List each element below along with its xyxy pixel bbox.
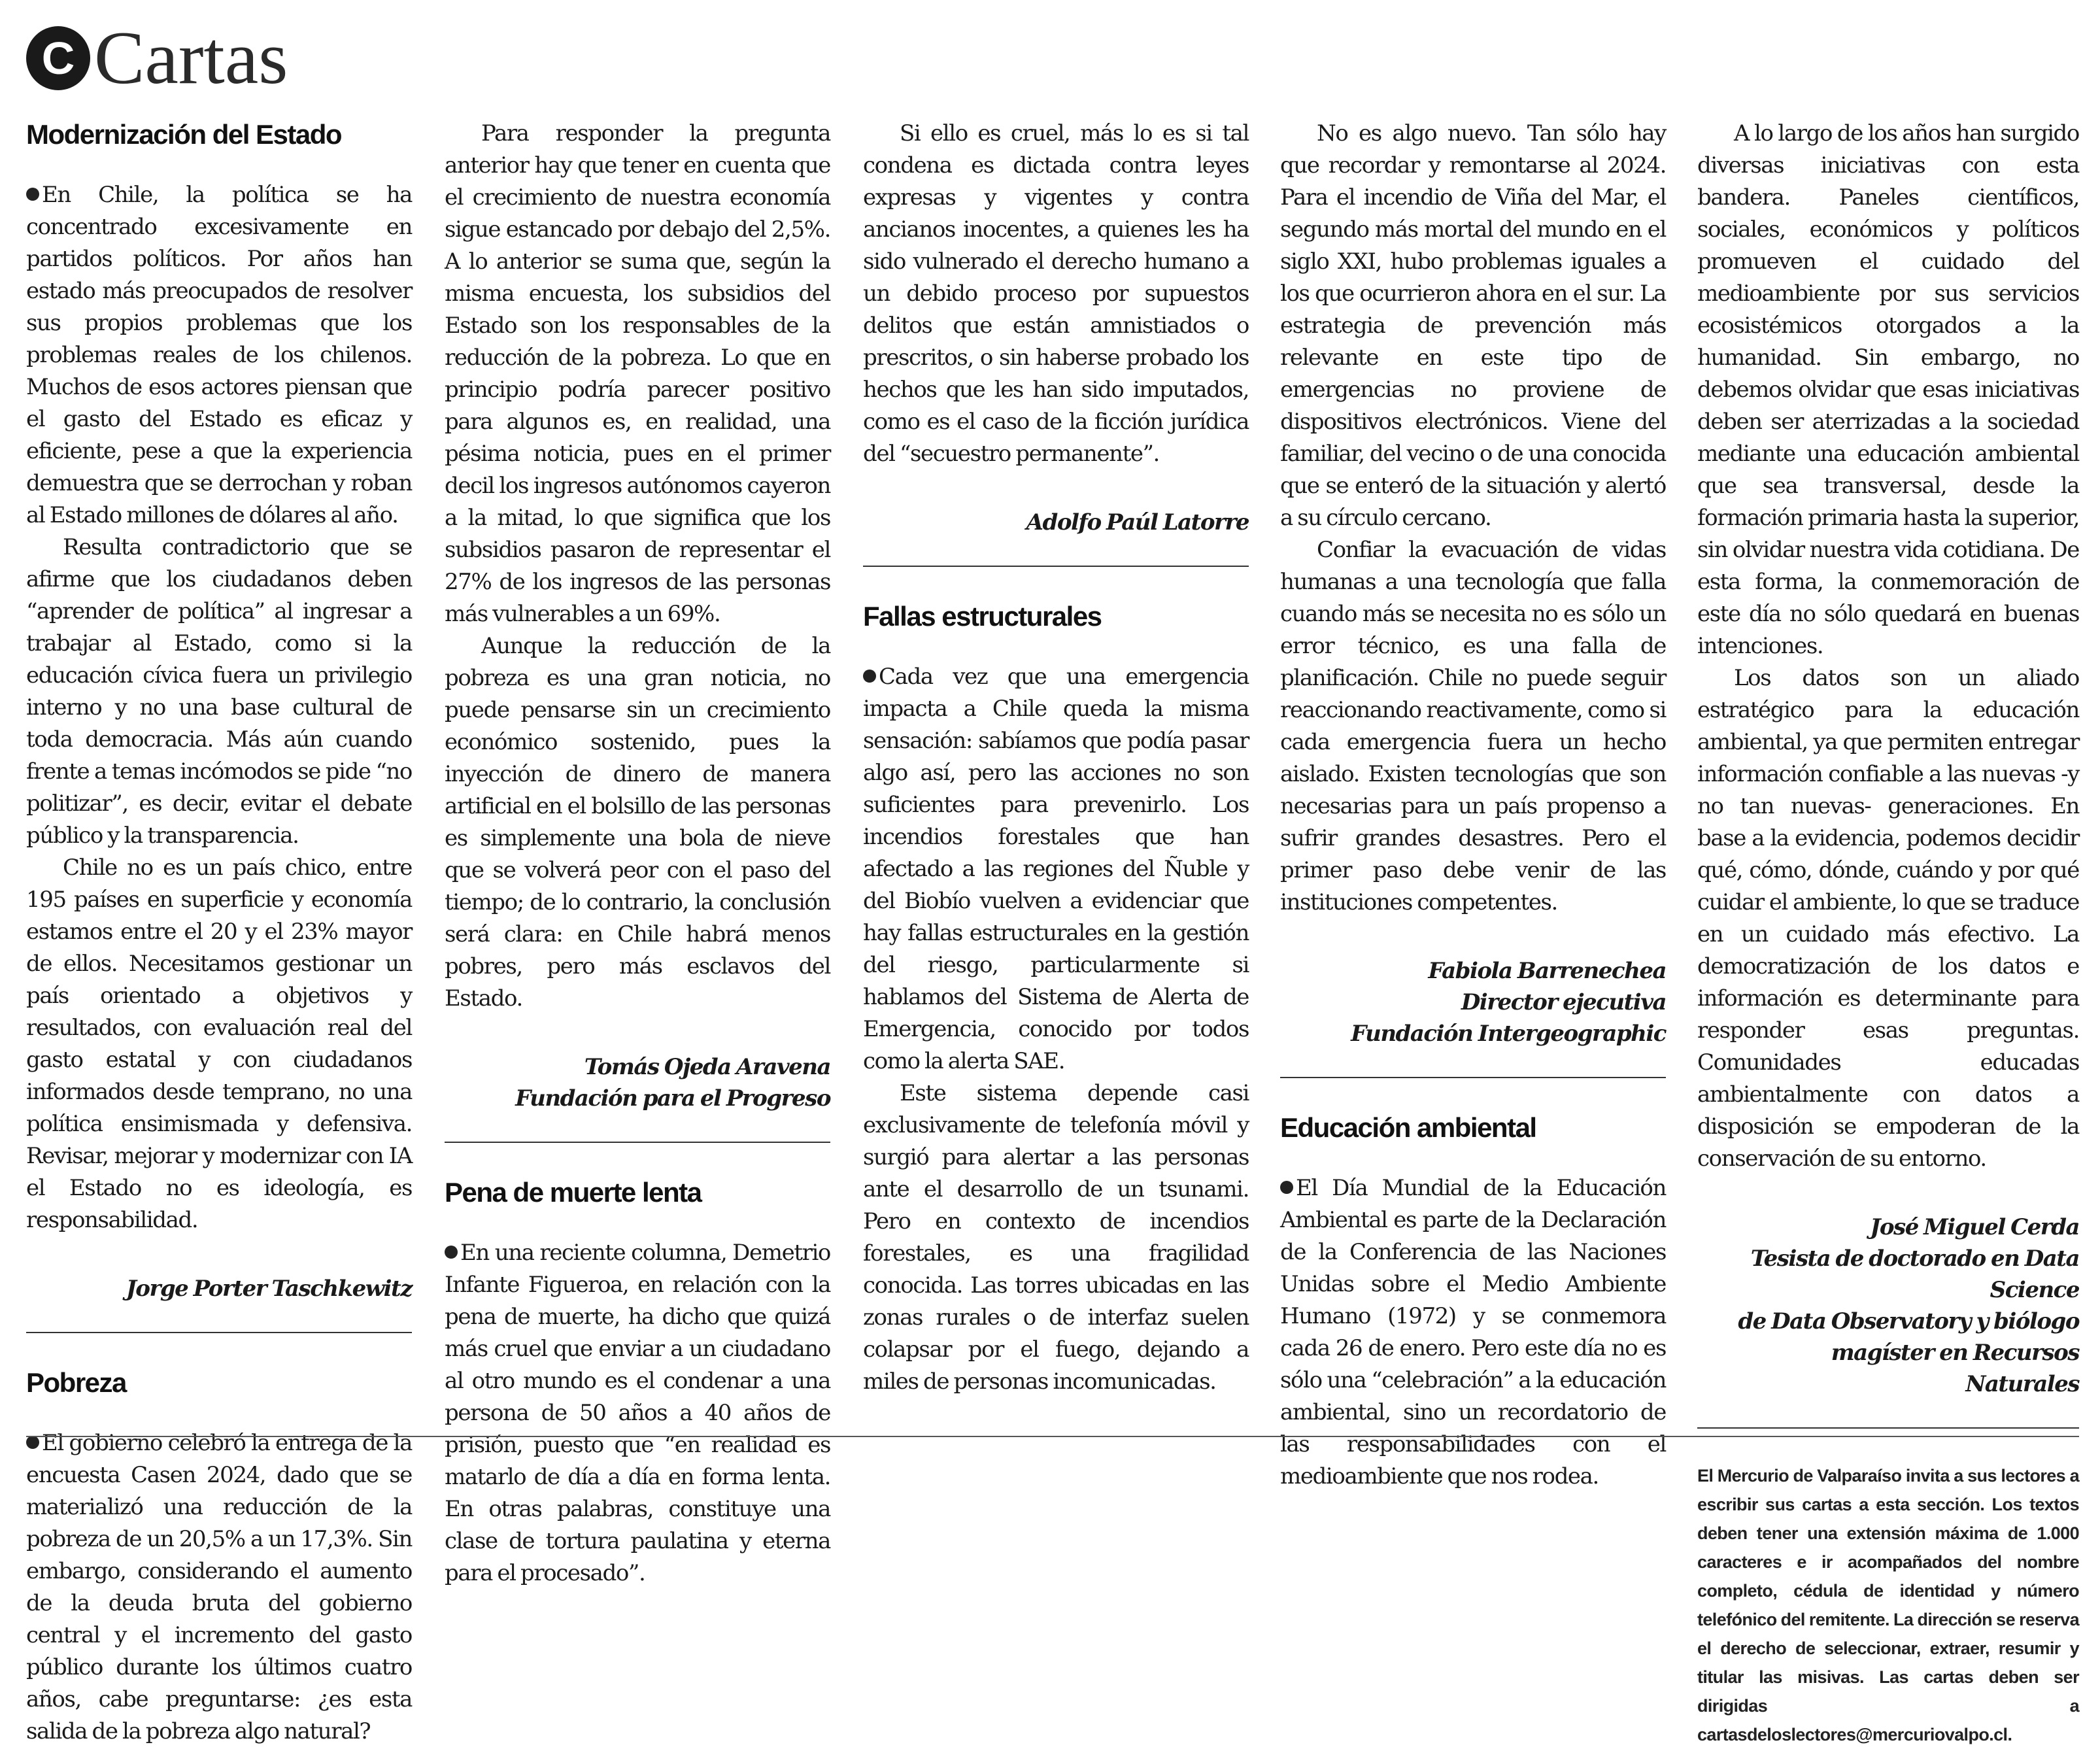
signature-name: Adolfo Paúl Latorre	[1026, 509, 1249, 535]
letter-paragraph: Confiar la evacuación de vidas humanas a una tecnología que falla cuando más se necesita no es sólo un error técnico, es una falla de planificación. Chile no puede seguir reaccionando reactivamente, como si cada emergencia fuera un hecho aislado. Existen tecnologías que son necesarias para un país propenso a sufrir grandes desastres. Pero el primer paso debe venir de las instituciones competentes.	[1280, 537, 1666, 915]
section-masthead	[26, 16, 288, 101]
signature-affiliation: Fundación Intergeographic	[1351, 1021, 1666, 1047]
letter-signature	[1697, 1212, 2079, 1400]
signature-title: Tesista de doctorado en Data Science	[1750, 1246, 2079, 1303]
letter-modernizacion	[26, 118, 412, 1304]
column-2	[445, 118, 830, 1589]
column-5	[1697, 118, 2079, 1749]
signature-name: Fabiola Barrenechea	[1428, 958, 1666, 984]
signature-title: magíster en Recursos Naturales	[1831, 1340, 2079, 1397]
letter-paragraph: En una reciente columna, Demetrio Infante Figueroa, en relación con la pena de muerte, ha dicho que quizá más cruel que enviar a un ciudadano al otro mundo es el condenar a una persona de 50 años a 40 años de prisión, puesto que “en realidad es matarlo de día a día en forma lenta. En otras palabras, constituye una clase de tortura paulatina y eterna para el procesado”.	[445, 1240, 830, 1586]
divider	[445, 1142, 830, 1143]
letter-signature	[445, 1051, 830, 1114]
signature-affiliation: Fundación para el Progreso	[515, 1085, 830, 1112]
divider	[26, 1332, 412, 1333]
page-bottom-rule	[26, 1436, 2079, 1437]
letter-fallas-estructurales	[863, 600, 1249, 1398]
letter-paragraph: Aunque la reducción de la pobreza es una gran noticia, no puede pensarse sin un crecimiento económico sostenido, pues la inyección de dinero de manera artificial en el bolsillo de las personas es simplemente una bola de nieve que se volverá peor con el paso del tiempo; de lo contrario, la conclusión será clara: en Chile habrá menos pobres, pero más esclavos del Estado.	[445, 633, 830, 1011]
divider	[1697, 1427, 2079, 1429]
letter-paragraph: No es algo nuevo. Tan sólo hay que recordar y remontarse al 2024. Para el incendio de Viña del Mar, el segundo más mortal del mundo en el siglo XXI, hubo problemas iguales a los que ocurrieron ahora en el sur. La estrategia de prevención más relevante en este tipo de emergencias no proviene de dispositivos electrónicos. Viene del familiar, del vecino o de una conocida que se enteró de la situación y alertó a su círculo cercano.	[1280, 120, 1666, 531]
letter-signature	[1280, 955, 1666, 1049]
letter-pobreza	[26, 1366, 412, 1748]
letter-paragraph: Los datos son un aliado estratégico para la educación ambiental, ya que permiten entregar información confiable a las nuevas -y no tan nuevas- generaciones. En base a la evidencia, podemos decidir qué, cómo, dónde, cuándo y por qué cuidar el ambiente, lo que se traduce en un cuidado más efectivo. La democratización de los datos e información es determinante para responder esas preguntas. Comunidades educadas ambientalmente con datos a disposición se empoderan de la conservación de su entorno.	[1697, 665, 2079, 1172]
letter-pena-de-muerte	[445, 1176, 830, 1589]
letter-heading: Modernización del Estado	[26, 119, 342, 150]
signature-title: Director ejecutiva	[1461, 989, 1666, 1015]
bullet-icon	[863, 670, 876, 683]
section-logo: C	[26, 26, 90, 90]
letter-paragraph: En Chile, la política se ha concentrado excesivamente en partidos políticos. Por años han estado más preocupados de resolver sus propios problemas que los problemas reales de los chilenos. Muchos de esos actores piensan que el gasto del Estado es eficaz y eficiente, pese a que la experiencia demuestra que se derrochan y roban al Estado millones de dólares al año.	[26, 182, 412, 528]
letter-paragraph: El gobierno celebró la entrega de la encuesta Casen 2024, dado que se materializó una reducción de la pobreza de un 20,5% a un 17,3%. Sin embargo, considerando el aumento de la deuda bruta del gobierno central y el incremento del gasto público durante los últimos cuatro años, cabe preguntarse: ¿es esta salida de la pobreza algo natural?	[26, 1430, 412, 1744]
letter-heading: Pena de muerte lenta	[445, 1177, 702, 1208]
letter-paragraph: Para responder la pregunta anterior hay que tener en cuenta que el crecimiento de nuestra economía sigue estancado por debajo del 2,5%. A lo anterior se suma que, según la misma encuesta, los subsidios del Estado son los responsables de la reducción de la pobreza. Lo que en principio podría parecer positivo para algunos es, en realidad, una pésima noticia, pues en el primer decil los ingresos autónomos cayeron a la mitad, lo que significa que los subsidios pasaron de representar el 27% de los ingresos de las personas más vulnerables a un 69%.	[445, 120, 830, 627]
letter-paragraph: Chile no es un país chico, entre 195 países en superficie y economía estamos entre el 20 y el 23% mayor de ellos. Necesitamos gestionar un país orientado a objetivos y resultados, con evaluación real del gasto estatal y con ciudadanos informados desde temprano, no una política ensimismada y defensiva. Revisar, mejorar y modernizar con IA el Estado no es ideología, es responsabilidad.	[26, 855, 412, 1233]
column-4	[1280, 118, 1666, 1493]
signature-name: José Miguel Cerda	[1870, 1214, 2079, 1240]
bullet-icon	[445, 1246, 458, 1259]
letter-paragraph: Este sistema depende casi exclusivamente de telefonía móvil y surgió para alertar a las personas ante el desarrollo de un tsunami. Pero en contexto de incendios forestales, es una fragilidad conocida. Las torres ubicadas en las zonas rurales o de interfaz suelen colapsar por el fuego, dejando a miles de personas incomunicadas.	[863, 1080, 1249, 1395]
letter-paragraph: Cada vez que una emergencia impacta a Chile queda la misma sensación: sabíamos que podía pasar algo así, pero las acciones no son suficientes para prevenirlo. Los incendios forestales que han afectado a las regiones del Ñuble y del Biobío vuelven a evidenciar que hay fallas estructurales en la gestión del riesgo, particularmente si hablamos del Sistema de Alerta de Emergencia, conocido por todos como la alerta SAE.	[863, 664, 1249, 1074]
letter-paragraph: Resulta contradictorio que se afirme que los ciudadanos deben “aprender de política” al ingresar a trabajar al Estado, como si la educación cívica fuera un privilegio interno y no una base cultural de toda democracia. Más aún cuando frente a temas incómodos se pide “no politizar”, es decir, evitar el debate público y la transparencia.	[26, 534, 412, 849]
bullet-icon	[1280, 1181, 1293, 1194]
letter-heading: Pobreza	[26, 1367, 126, 1398]
letter-paragraph: El Día Mundial de la Educación Ambiental es parte de la Declaración de la Conferencia de las Naciones Unidas sobre el Medio Ambiente Humano (1972) y se conmemora cada 26 de enero. Pero este día no es sólo una “celebración” a la educación ambiental, sino un recordatorio de las responsabilidades con el medioambiente que nos rodea.	[1280, 1175, 1666, 1489]
column-3	[863, 118, 1249, 1398]
bullet-icon	[26, 188, 39, 201]
column-1	[26, 118, 412, 1748]
signature-name: Jorge Porter Taschkewitz	[126, 1276, 412, 1302]
letter-heading: Educación ambiental	[1280, 1112, 1536, 1143]
divider	[863, 566, 1249, 567]
section-title: Cartas	[94, 16, 288, 100]
bullet-icon	[26, 1436, 39, 1449]
signature-name: Tomás Ojeda Aravena	[584, 1054, 830, 1080]
letter-signature	[863, 507, 1249, 538]
letter-paragraph: Si ello es cruel, más lo es si tal condena es dictada contra leyes expresas y vigentes y contra ancianos inocentes, a quienes les ha sido vulnerado el derecho humano a un debido proceso por supuestos delitos que están amnistiados o prescritos, o sin haberse probado los hechos que les han sido imputados, como es el caso de la ficción jurídica del “secuestro permanente”.	[863, 120, 1249, 467]
letter-paragraph: A lo largo de los años han surgido diversas iniciativas con esta bandera. Paneles científicos, sociales, económicos y políticos promueven el cuidado del medioambiente por sus servicios ecosistémicos otorgados a la humanidad. Sin embargo, no debemos olvidar que esas iniciativas deben ser aterrizadas a la sociedad mediante una educación ambiental que sea transversal, desde la formación primaria hasta la superior, sin olvidar nuestra vida cotidiana. De esta forma, la conmemoración de este día no sólo quedará en buenas intenciones.	[1697, 120, 2079, 659]
divider	[1280, 1077, 1666, 1078]
editorial-note: El Mercurio de Valparaíso invita a sus lectores a escribir sus cartas a esta sección. Los textos deben tener una extensión máxima de 1.000 caracteres e ir acompañados del nombre completo, cédula de identidad y número telefónico del remitente. La dirección se reserva el derecho de seleccionar, extraer, resumir y titular las misivas. Las cartas deben ser dirigidas a cartasdeloslectores@mercuriovalpo.cl.	[1697, 1466, 2079, 1744]
letter-signature	[26, 1273, 412, 1304]
letter-heading: Fallas estructurales	[863, 601, 1102, 632]
signature-title: de Data Observatory y biólogo	[1738, 1308, 2079, 1334]
